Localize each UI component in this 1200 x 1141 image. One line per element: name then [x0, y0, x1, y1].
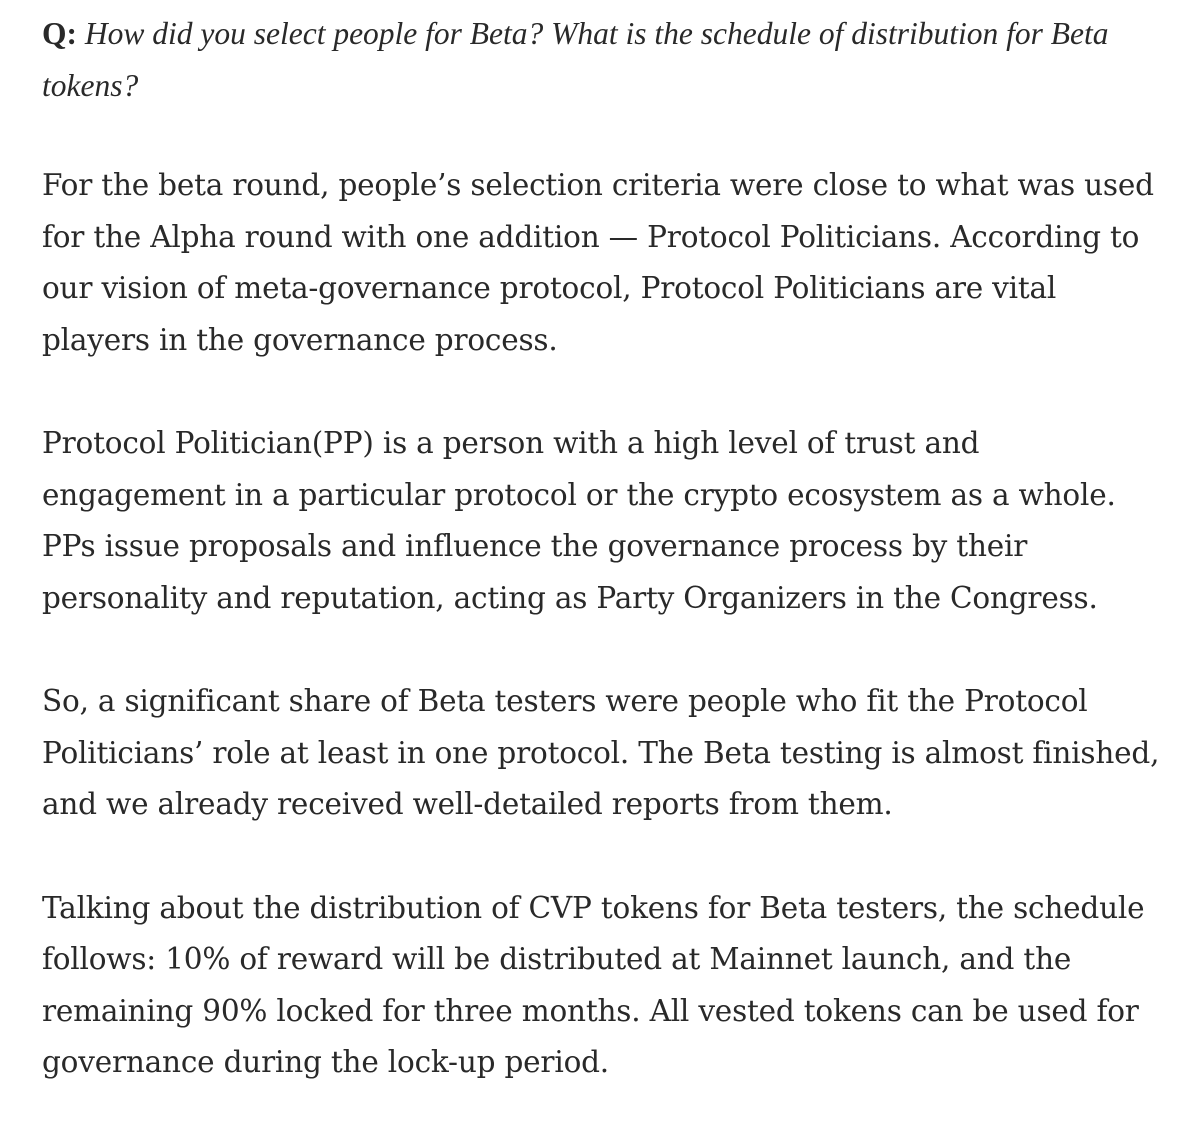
answer-paragraph-beta-selection: For the beta round, people’s selection criteria were close to what was used for the Alpha round with one addition — Protocol Politicians. According to our vision of meta-governance protocol, Protocol Politicians are vital players in the governance process.: [42, 168, 1154, 357]
question-label: Q:: [42, 16, 77, 51]
interview-question: [42, 8, 1162, 111]
answer-paragraph-beta-testers: So, a significant share of Beta testers were people who fit the Protocol Politicians’ role at least in one protocol. The Beta testing is almost finished, and we already received well-detailed reports from them.: [42, 684, 1160, 821]
answer-paragraph-protocol-politician: Protocol Politician(PP) is a person with a high level of trust and engagement in a particular protocol or the crypto ecosystem as a whole. PPs issue proposals and influence the governance process by their personality and reputation, acting as Party Organizers in the Congress.: [42, 426, 1116, 615]
question-text: How did you select people for Beta? What is the schedule of distribution for Beta tokens?: [42, 16, 1109, 103]
answer-paragraph-token-distribution: Talking about the distribution of CVP tokens for Beta testers, the schedule follows: 10% of reward will be distributed at Mainnet launch, and the remaining 90% locked for three months. All vested tokens can be used for governance during the lock-up period.: [42, 890, 1145, 1079]
article-body: [42, 8, 1162, 1141]
